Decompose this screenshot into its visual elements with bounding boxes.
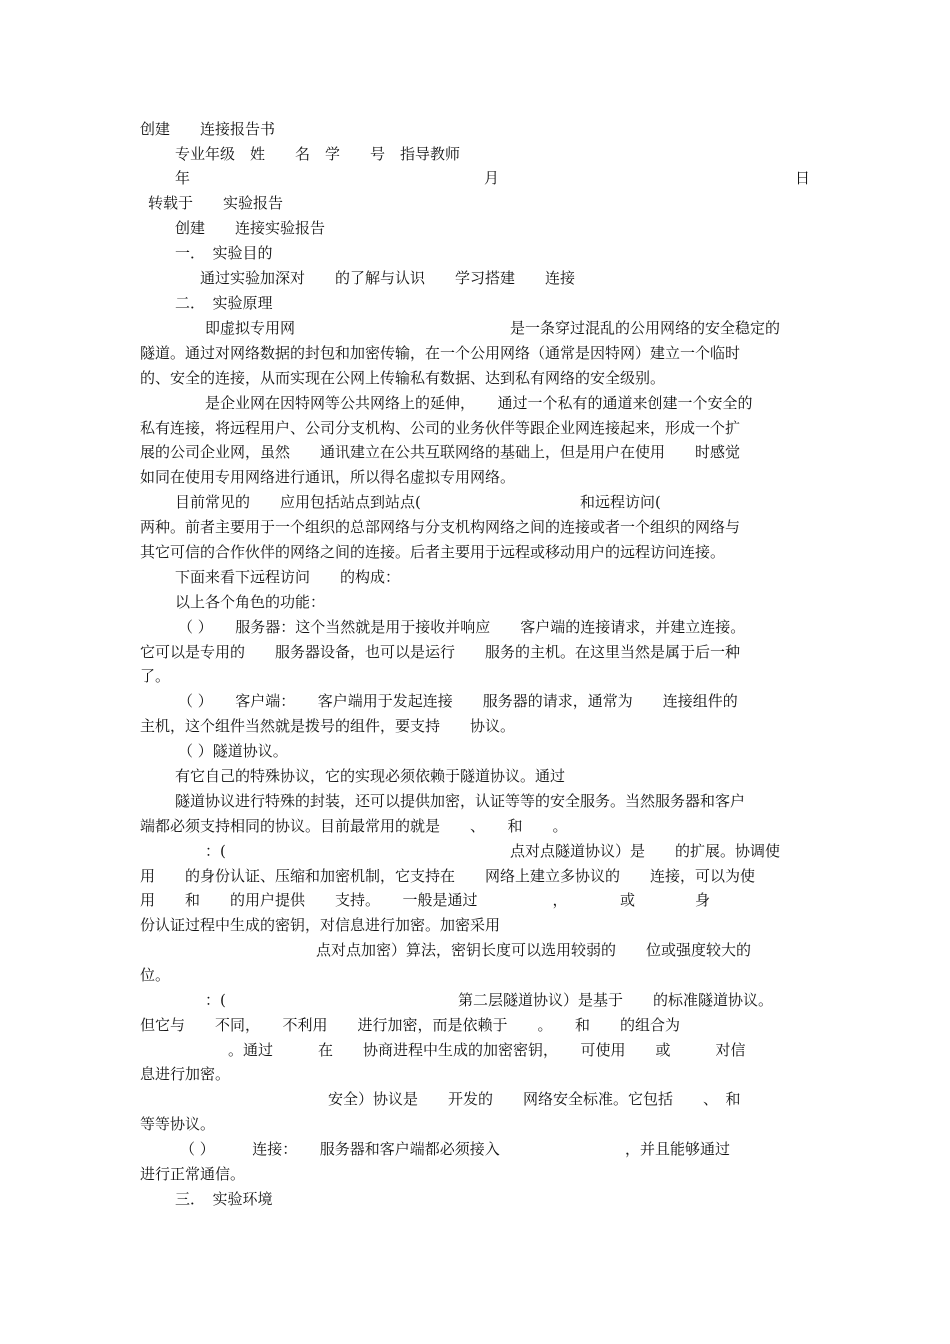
paragraph-text: 如同在使用专用网络进行通讯，所以得名虚拟专用网络。	[140, 468, 516, 486]
paragraph-text: 点对点隧道协议）是 的扩展。协调使	[510, 842, 781, 860]
paragraph-text: 两种。前者主要用于一个组织的总部网络与分支机构网络之间的连接或者一个组织的网络与	[140, 518, 741, 536]
list-item: （ ） 连接： 服务器和客户端都必须接入	[180, 1140, 500, 1158]
paragraph-text: 私有连接，将远程用户、公司分支机构、公司的业务伙伴等跟企业网连接起来，形成一个扩	[140, 419, 741, 437]
list-item: （ ）隧道协议。	[178, 742, 288, 760]
paragraph-text: 和远程访问(	[580, 493, 661, 511]
paragraph-text: 份认证过程中生成的密钥，对信息进行加密。加密采用	[140, 916, 501, 934]
section-heading: 二． 实验原理	[175, 294, 273, 312]
paragraph-text: 进行正常通信。	[140, 1165, 246, 1183]
paragraph-text: 等等协议。	[140, 1115, 216, 1133]
paragraph-text: 展的公司企业网，虽然 通讯建立在公共互联网络的基础上，但是用户在使用 时感觉	[140, 443, 741, 461]
paragraph-text: 第二层隧道协议）是基于 的标准隧道协议。	[458, 991, 774, 1009]
date-year: 年	[175, 169, 191, 187]
paragraph-text: 了。	[140, 667, 171, 685]
paragraph-text: 用 的身份认证、压缩和加密机制，它支持在 网络上建立多协议的 连接，可以为使	[140, 867, 756, 885]
sub-title: 创建 连接实验报告	[175, 219, 326, 237]
paragraph-text: 端都必须支持相同的协议。目前最常用的就是 、 和 。	[140, 817, 568, 835]
paragraph-text: 点对点加密）算法，密钥长度可以选用较弱的 位或强度较大的	[316, 941, 752, 959]
paragraph-text: 用 和 的用户提供 支持。 一般是通过 ， 或 身	[140, 891, 711, 909]
paragraph-text: 息进行加密。	[140, 1065, 231, 1083]
section-heading: 一． 实验目的	[175, 244, 273, 262]
paragraph-text: 。通过 在 协商进程中生成的加密密钥， 可使用 或 对信	[228, 1041, 746, 1059]
paragraph-text: 但它与 不同， 不利用 进行加密，而是依赖于 。 和 的组合为	[140, 1016, 681, 1034]
paragraph-text: 安全）协议是 开发的 网络安全标准。它包括 、 和	[328, 1090, 741, 1108]
paragraph-text: ：(	[205, 991, 226, 1009]
paragraph-text: 是一条穿过混乱的公用网络的安全稳定的	[510, 319, 781, 337]
paragraph-text: 主机，这个组件当然就是拨号的组件，要支持 协议。	[140, 717, 516, 735]
paragraph-text: 位。	[140, 966, 171, 984]
reprint-line: 转载于 实验报告	[148, 194, 284, 212]
paragraph-text: 下面来看下远程访问 的构成：	[175, 568, 401, 586]
paragraph-text: ，并且能够通过	[625, 1140, 731, 1158]
date-day: 日	[795, 169, 811, 187]
paragraph-text: 隧道协议进行特殊的封装，还可以提供加密，认证等等的安全服务。当然服务器和客户	[175, 792, 746, 810]
paragraph-text: 有它自己的特殊协议，它的实现必须依赖于隧道协议。通过	[175, 767, 566, 785]
paragraph-text: 以上各个角色的功能：	[175, 593, 326, 611]
paragraph-text: 是企业网在因特网等公共网络上的延伸， 通过一个私有的通道来创建一个安全的	[205, 394, 753, 412]
paragraph-text: 其它可信的合作伙伴的网络之间的连接。后者主要用于远程或移动用户的远程访问连接。	[140, 543, 726, 561]
paragraph-text: 即虚拟专用网	[205, 319, 296, 337]
meta-row: 专业年级 姓 名 学 号 指导教师	[175, 145, 461, 163]
paragraph-text: 的、安全的连接，从而实现在公网上传输私有数据、达到私有网络的安全级别。	[140, 369, 666, 387]
purpose-text: 通过实验加深对 的了解与认识 学习搭建 连接	[200, 269, 576, 287]
paragraph-text: 目前常见的 应用包括站点到站点(	[175, 493, 421, 511]
paragraph-text: 隧道。通过对网络数据的封包和加密传输，在一个公用网络（通常是因特网）建立一个临时	[140, 344, 741, 362]
date-month: 月	[484, 169, 500, 187]
list-item: （ ） 客户端： 客户端用于发起连接 服务器的请求，通常为 连接组件的	[178, 692, 738, 710]
paragraph-text: 它可以是专用的 服务器设备，也可以是运行 服务的主机。在这里当然是属于后一种	[140, 643, 741, 661]
document-title: 创建 连接报告书	[140, 120, 276, 138]
paragraph-text: ：(	[205, 842, 226, 860]
section-heading: 三． 实验环境	[175, 1190, 273, 1208]
list-item: （ ） 服务器：这个当然就是用于接收并响应 客户端的连接请求，并建立连接。	[178, 618, 746, 636]
